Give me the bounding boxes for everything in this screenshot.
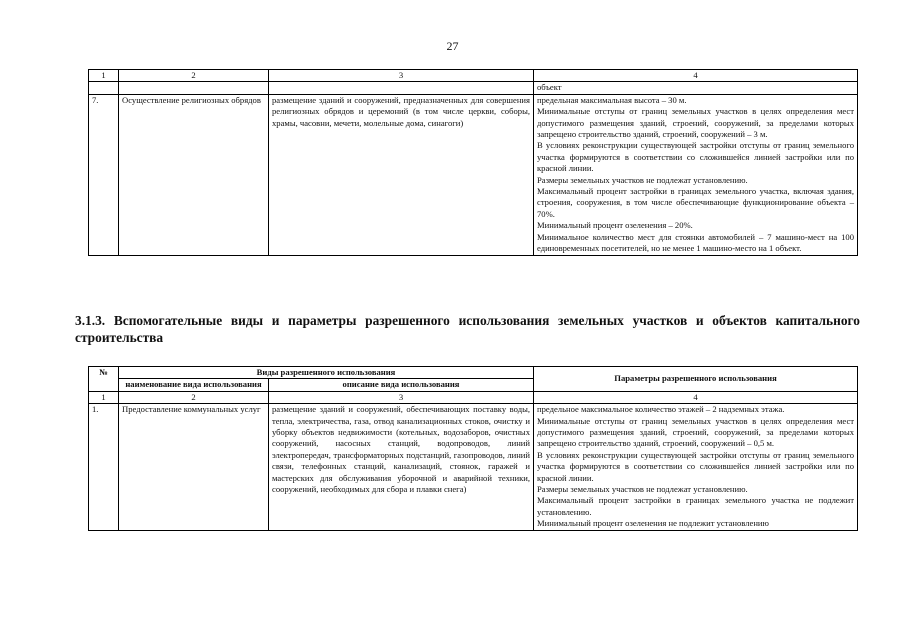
table-header-row xyxy=(89,367,858,379)
parameter-line: Размеры земельных участков не подлежат установлению. xyxy=(537,174,748,185)
land-use-table-main xyxy=(88,69,858,256)
use-type-description: размещение зданий и сооружений, предназначенных для совершения религиозных обрядов и церемоний (в том числе церкви, соборы, храмы, часовни, мечети, молельные дома, синагоги) xyxy=(269,94,534,255)
name-header: наименование вида использования xyxy=(119,379,269,391)
column-number: 4 xyxy=(534,70,858,82)
column-number: 1 xyxy=(89,70,119,82)
parameter-line: Минимальный процент озеленения не подлежит установлению xyxy=(537,518,769,529)
number-header: № xyxy=(89,367,119,392)
row-number: 1. xyxy=(89,404,119,530)
parameter-line: Минимальные отступы от границ земельных участков в целях определения мест допустимого размещения зданий, строений, сооружений, за пределами которых запрещено строительство зданий, строений, сооружений – 0,5 м. xyxy=(537,415,855,449)
table-row xyxy=(89,94,858,255)
parameter-line: предельная максимальная высота – 30 м. xyxy=(537,94,687,105)
continuation-cell: объект xyxy=(534,82,858,94)
table-cell xyxy=(89,82,119,94)
parameter-line: Размеры земельных участков не подлежат установлению. xyxy=(537,484,748,495)
parameters-header: Параметры разрешенного использования xyxy=(534,367,858,392)
description-header: описание вида использования xyxy=(269,379,534,391)
continuation-row xyxy=(89,82,858,94)
table-cell xyxy=(119,82,269,94)
table-cell xyxy=(269,82,534,94)
use-parameters xyxy=(534,404,858,530)
column-number-row xyxy=(89,70,858,82)
use-type-name: Предоставление коммунальных услуг xyxy=(119,404,269,530)
use-types-group-header: Виды разрешенного использования xyxy=(119,367,534,379)
land-use-table-auxiliary xyxy=(88,366,858,531)
section-heading: 3.1.3. Вспомогательные виды и параметры разрешенного использования земельных участков и объектов капитального строительства xyxy=(75,313,860,345)
use-parameters xyxy=(534,94,858,255)
page-number: 27 xyxy=(446,39,459,53)
column-number: 2 xyxy=(119,391,269,403)
parameter-line: предельное максимальное количество этажей – 2 надземных этажа. xyxy=(537,404,785,415)
parameter-line: Максимальный процент застройки в границах земельного участка не подлежит установлению. xyxy=(537,495,855,517)
column-number: 2 xyxy=(119,70,269,82)
use-type-name: Осуществление религиозных обрядов xyxy=(119,94,269,255)
table-row xyxy=(89,404,858,530)
parameter-line: В условиях реконструкции существующей застройки отступы от границ земельного участка формируются в соответствии со сложившейся линией застройки или по красной линии. xyxy=(537,449,855,483)
parameter-line: Максимальный процент застройки в границах земельного участка, включая здания, строения, сооружения, в том числе обеспечивающие функционирование объекта – 70%. xyxy=(537,186,854,219)
parameter-line: Минимальный процент озеленения – 20%. xyxy=(537,220,693,231)
column-number-row xyxy=(89,391,858,403)
use-type-description: размещение зданий и сооружений, обеспечивающих поставку воды, тепла, электричества, газа, отвод канализационных стоков, очистку и уборку объектов недвижимости (котельных, водозаборов, очистных сооружений, насосных станций, водопроводов, линий электропередач, трансформаторных подстанций, газопроводов, линий связи, телефонных станций, канализаций, стоянок, гаражей и мастерских для обслуживания уборочной и аварийной техники, сооружений, необходимых для сбора и плавки снега) xyxy=(269,404,534,530)
parameter-line: Минимальные отступы от границ земельных участков в целях определения мест допустимого размещения зданий, строений, сооружений, за пределами которых запрещено строительство зданий, строений, сооружений – 3 м. xyxy=(537,106,854,140)
parameter-line: Минимальное количество мест для стоянки автомобилей – 7 машино-мест на 100 единовременных посетителей, но не менее 1 машино-место на 1 объект. xyxy=(537,231,854,254)
parameter-line: В условиях реконструкции существующей застройки отступы от границ земельного участка формируются в соответствии со сложившейся линией застройки или по красной линии. xyxy=(537,140,854,174)
column-number: 3 xyxy=(269,391,534,403)
row-number: 7. xyxy=(89,94,119,255)
column-number: 1 xyxy=(89,391,119,403)
column-number: 4 xyxy=(534,391,858,403)
column-number: 3 xyxy=(269,70,534,82)
